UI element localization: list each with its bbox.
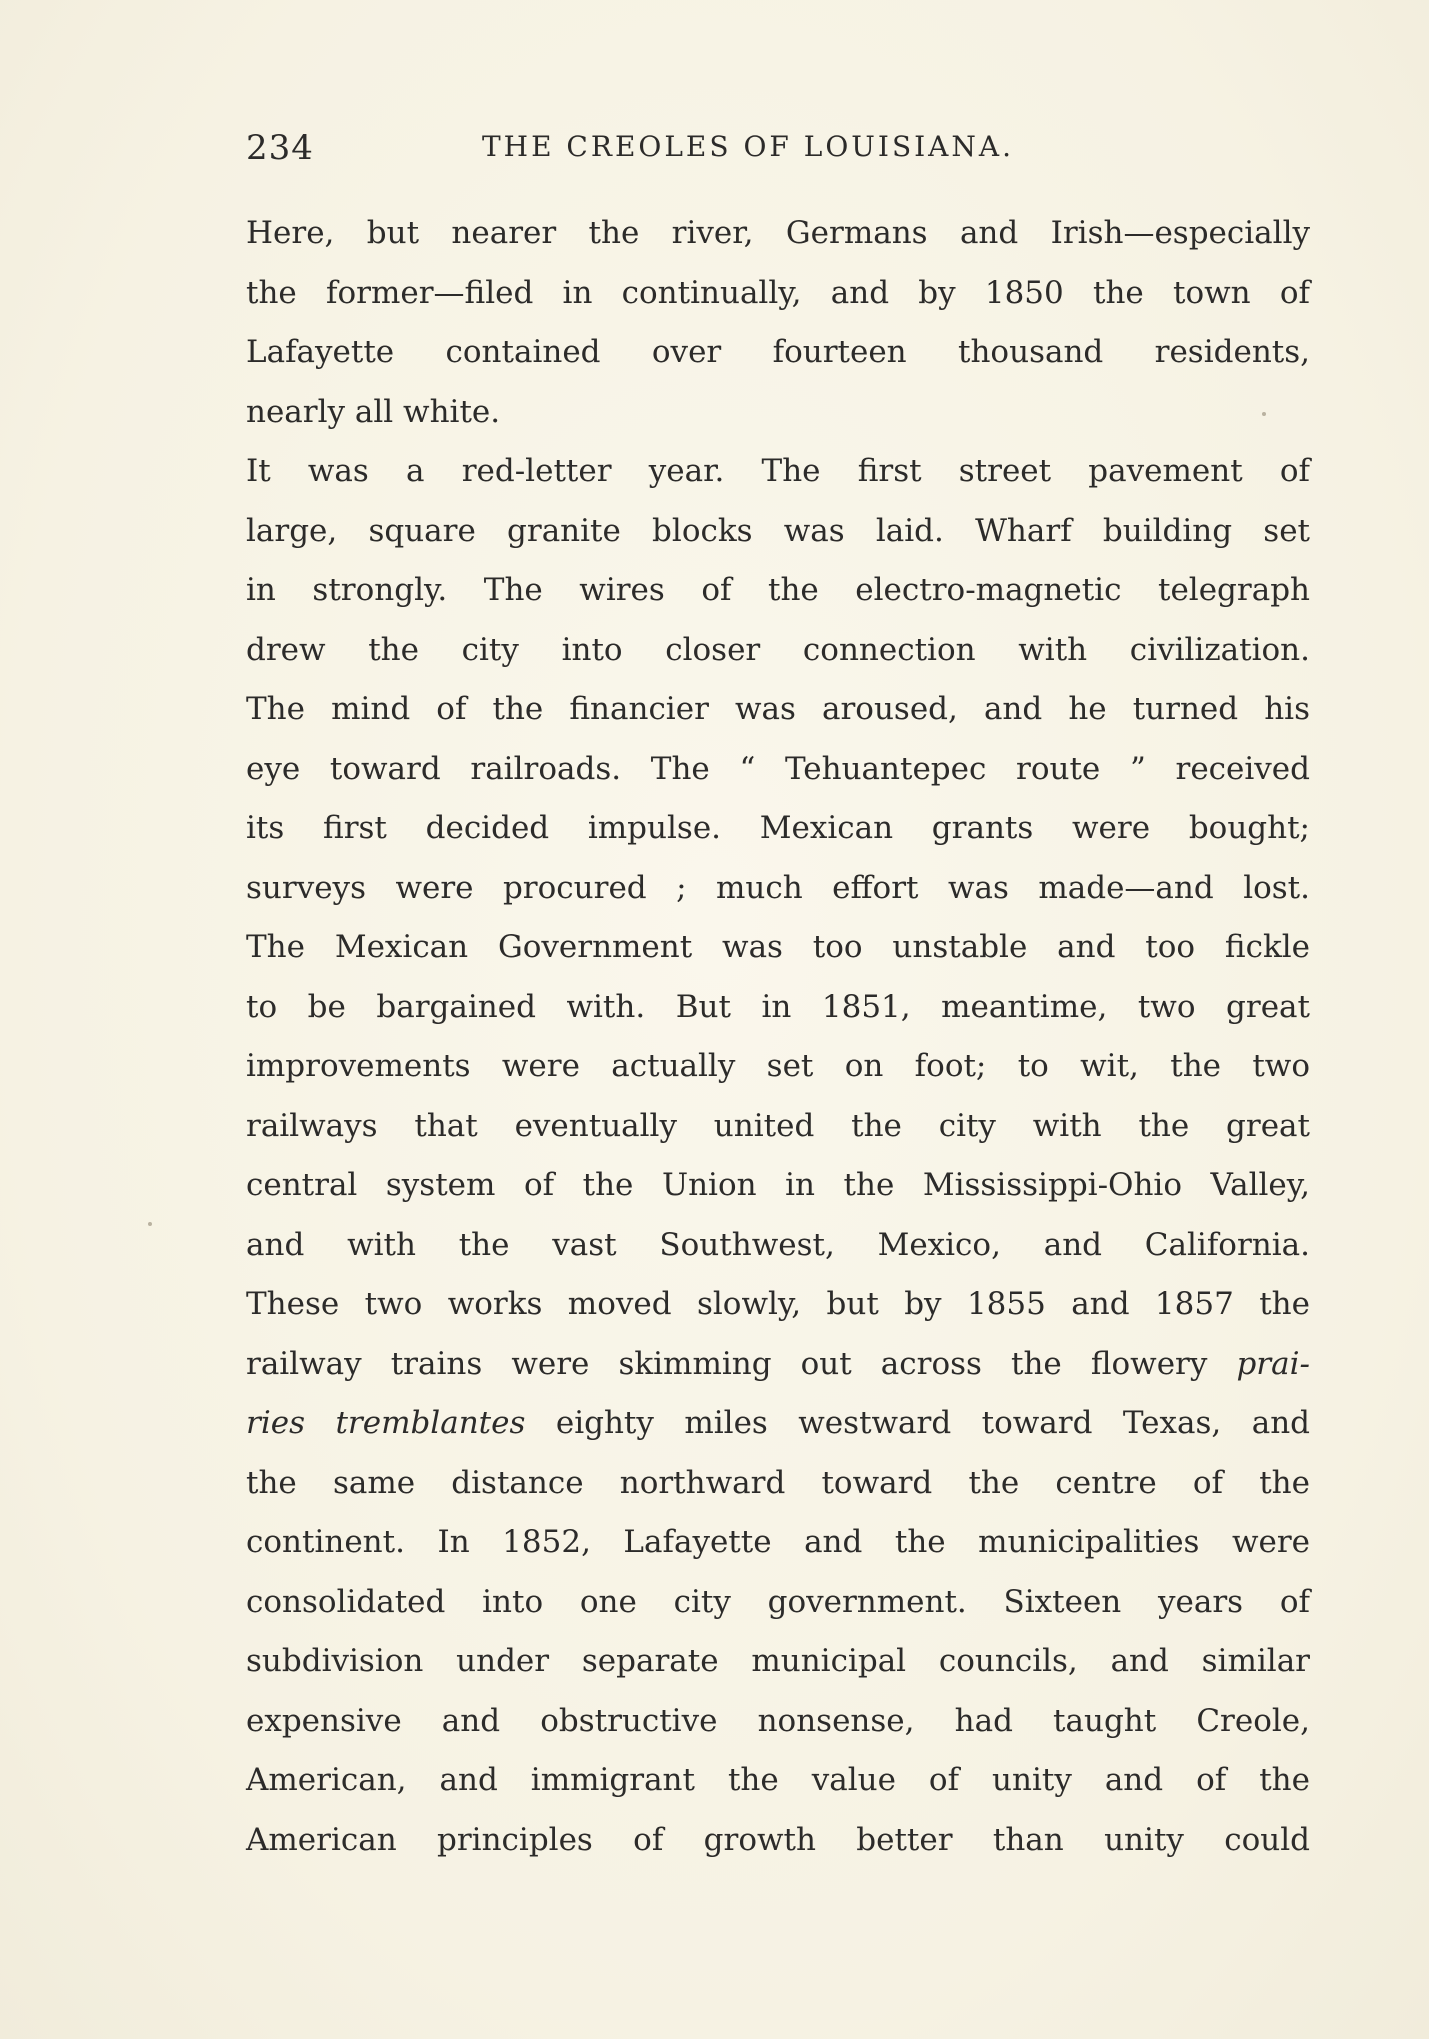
text-line: railways that eventually united the city with the great — [246, 1107, 1310, 1144]
text-line: expensive and obstructive nonsense, had taught Creole, — [246, 1702, 1310, 1739]
text-line: and with the vast Southwest, Mexico, and California. — [246, 1226, 1310, 1263]
text-line: large, square granite blocks was laid. Wharf building set — [246, 512, 1310, 549]
text-line: its first decided impulse. Mexican grants were bought; — [246, 810, 1310, 846]
text-line: improvements were actually set on foot; to wit, the two — [246, 1048, 1310, 1084]
italic-term: prai- — [1236, 1345, 1310, 1382]
text-line: the former—filed in continually, and by 1850 the town of — [246, 274, 1310, 311]
text-line: to be bargained with. But in 1851, meantime, two great — [246, 988, 1310, 1025]
text-line: The Mexican Government was too unstable and too fickle — [246, 929, 1310, 965]
text-segment: eighty miles westward toward Texas, and — [525, 1405, 1310, 1441]
text-line: American principles of growth better than unity could — [246, 1821, 1310, 1858]
text-line-with-italic — [246, 1335, 1310, 1395]
text-line: nearly all white. — [246, 393, 501, 430]
italic-term: ries tremblantes — [246, 1405, 526, 1441]
text-line: It was a red-letter year. The first street pavement of — [246, 453, 1310, 489]
page-number: 234 — [246, 128, 314, 168]
text-line: drew the city into closer connection with civilization. — [246, 631, 1310, 668]
text-line: These two works moved slowly, but by 1855 and 1857 the — [246, 1286, 1310, 1322]
page-header — [246, 128, 1310, 178]
text-line: subdivision under separate municipal councils, and similar — [246, 1643, 1310, 1679]
paper-speck — [148, 1222, 152, 1226]
text-line: consolidated into one city government. Sixteen years of — [246, 1583, 1310, 1620]
text-line: continent. In 1852, Lafayette and the municipalities were — [246, 1524, 1310, 1560]
paper-speck — [1262, 412, 1266, 416]
text-line: Here, but nearer the river, Germans and Irish—especially — [246, 215, 1310, 251]
text-line: surveys were procured ; much effort was made—and lost. — [246, 869, 1310, 906]
text-line: American, and immigrant the value of unity and of the — [246, 1762, 1310, 1798]
text-line: Lafayette contained over fourteen thousand residents, — [246, 334, 1310, 370]
text-line-with-italic — [246, 1394, 1310, 1454]
text-line: eye toward railroads. The “ Tehuantepec route ” received — [246, 750, 1310, 787]
running-title: THE CREOLES OF LOUISIANA. — [482, 130, 1015, 163]
text-line: The mind of the financier was aroused, and he turned his — [246, 691, 1310, 727]
text-line: the same distance northward toward the centre of the — [246, 1464, 1310, 1501]
body-text — [246, 204, 1310, 1870]
text-segment: railway trains were skimming out across the flowery — [246, 1345, 1237, 1382]
text-line: in strongly. The wires of the electro-magnetic telegraph — [246, 572, 1310, 608]
text-line: central system of the Union in the Mississippi-Ohio Valley, — [246, 1167, 1310, 1203]
